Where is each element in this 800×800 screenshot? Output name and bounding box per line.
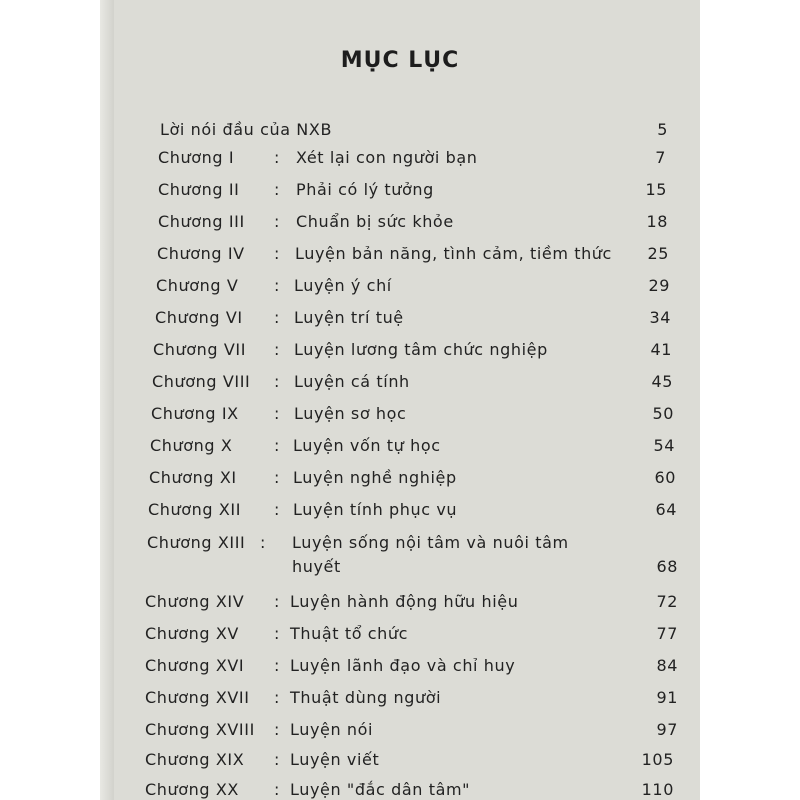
chapter-page-number: 64 [655,500,677,519]
chapter-title: Luyện cá tính [294,372,410,391]
chapter-colon: : [274,180,280,199]
toc-row [100,624,700,652]
chapter-title: Chuẩn bị sức khỏe [296,212,454,231]
chapter-page-number: 18 [646,212,668,231]
chapter-colon: : [274,688,280,707]
chapter-page-number: 50 [652,404,674,423]
chapter-page-number: 7 [655,148,666,167]
chapter-page-number: 68 [656,557,678,576]
toc-row [100,340,700,368]
toc-row [100,592,700,620]
toc-row [100,244,700,272]
toc-row [100,750,700,778]
chapter-title: Luyện trí tuệ [294,308,404,327]
chapter-colon: : [274,624,280,643]
toc-row [100,533,700,587]
toc-row [100,404,700,432]
chapter-colon: : [274,780,280,799]
chapter-page-number: 110 [641,780,674,799]
chapter-page-number: 54 [653,436,675,455]
toc-row [100,180,700,208]
toc-row [100,780,700,800]
chapter-title: Luyện viết [290,750,380,769]
chapter-label: Chương XV [145,624,239,643]
preface-page: 5 [657,120,668,139]
chapter-colon: : [274,212,280,231]
chapter-title: Luyện sơ học [294,404,407,423]
chapter-colon: : [274,436,280,455]
chapter-colon: : [274,404,280,423]
chapter-colon: : [274,148,280,167]
chapter-colon: : [274,340,280,359]
chapter-title: Xét lại con người bạn [296,148,478,167]
chapter-colon: : [274,720,280,739]
chapter-colon: : [274,468,280,487]
chapter-label: Chương XII [148,500,242,519]
toc-row [100,500,700,528]
toc-preface [100,120,700,148]
toc-row [100,468,700,496]
chapter-page-number: 91 [656,688,678,707]
chapter-colon: : [274,656,280,675]
chapter-colon: : [274,308,280,327]
chapter-label: Chương V [156,276,239,295]
toc-row [100,436,700,464]
chapter-page-number: 77 [656,624,678,643]
toc-row [100,212,700,240]
chapter-label: Chương X [150,436,233,455]
chapter-label: Chương II [158,180,240,199]
page-title: MỤC LỤC [340,48,460,73]
chapter-label: Chương I [158,148,235,167]
chapter-page-number: 72 [656,592,678,611]
chapter-page-number: 41 [650,340,672,359]
chapter-colon: : [260,533,266,552]
chapter-label: Chương XI [149,468,237,487]
chapter-label: Chương XVII [145,688,250,707]
toc-row [100,688,700,716]
chapter-title: Luyện hành động hữu hiệu [290,592,519,611]
chapter-label: Chương XVIII [145,720,255,739]
chapter-title: Luyện bản năng, tình cảm, tiềm thức [295,244,612,263]
toc-row [100,656,700,684]
toc-row [100,276,700,304]
chapter-label: Chương III [158,212,245,231]
table-of-contents [100,0,700,800]
chapter-colon: : [274,750,280,769]
book-page [100,0,700,800]
chapter-title: Luyện vốn tự học [293,436,441,455]
chapter-page-number: 60 [654,468,676,487]
chapter-label: Chương XVI [145,656,245,675]
chapter-title: Luyện "đắc dân tâm" [290,780,471,799]
chapter-colon: : [274,276,280,295]
chapter-page-number: 97 [656,720,678,739]
chapter-title: Luyện ý chí [294,276,392,295]
chapter-title: Thuật dùng người [290,688,442,707]
chapter-label: Chương IX [151,404,239,423]
chapter-title: Luyện lãnh đạo và chỉ huy [290,656,516,675]
chapter-page-number: 25 [647,244,669,263]
chapter-page-number: 84 [656,656,678,675]
chapter-label: Chương XX [145,780,239,799]
chapter-page-number: 29 [648,276,670,295]
chapter-title: Luyện tính phục vụ [293,500,458,519]
chapter-label: Chương VI [155,308,243,327]
chapter-page-number: 34 [649,308,671,327]
chapter-page-number: 15 [645,180,667,199]
chapter-colon: : [274,372,280,391]
chapter-title: Luyện lương tâm chức nghiệp [294,340,548,359]
chapter-colon: : [274,244,280,263]
toc-row [100,372,700,400]
preface-title: Lời nói đầu của NXB [160,120,333,139]
chapter-title: Luyện sống nội tâm và nuôi tâm [292,533,569,552]
chapter-title: Luyện nói [290,720,374,739]
chapter-page-number: 105 [641,750,674,769]
chapter-label: Chương VIII [152,372,251,391]
chapter-colon: : [274,500,280,519]
chapter-label: Chương XIX [145,750,245,769]
chapter-title: Phải có lý tưởng [296,180,434,199]
chapter-colon: : [274,592,280,611]
chapter-label: Chương XIII [147,533,246,552]
toc-row [100,148,700,176]
chapter-title: Thuật tổ chức [290,624,409,643]
chapter-title-continued: huyết [292,557,341,576]
chapter-label: Chương XIV [145,592,245,611]
chapter-page-number: 45 [651,372,673,391]
toc-row [100,308,700,336]
chapter-label: Chương IV [157,244,245,263]
chapter-label: Chương VII [153,340,247,359]
chapter-title: Luyện nghề nghiệp [293,468,457,487]
toc-row [100,720,700,748]
